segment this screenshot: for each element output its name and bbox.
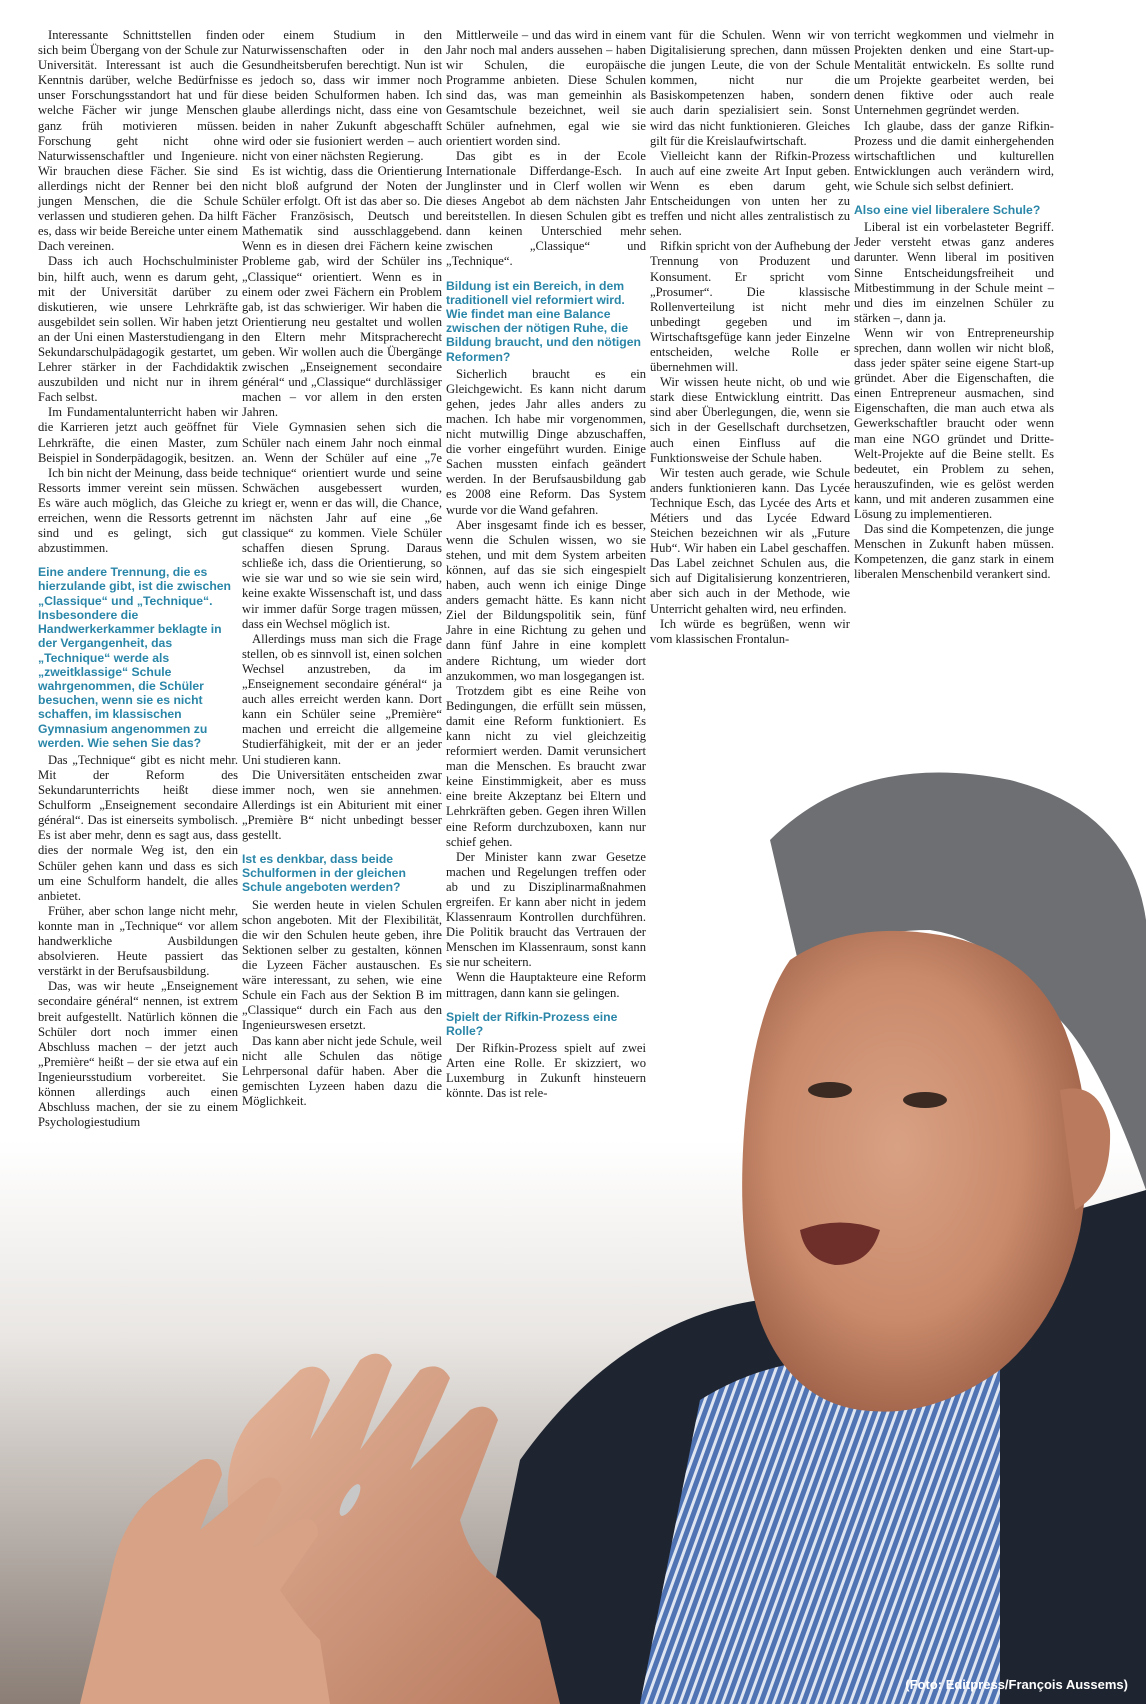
body-paragraph: Das „Technique“ gibt es nicht mehr. Mit der Reform des Sekundarunterrichts heißt diese Schulform „Enseignement secondaire général“. Das ist einerseits symbolisch. Es ist aber mehr, denn es sagt aus, dass dies der normale Weg ist, den ein Schüler gehen kann und dass es sich um eine Schulform handelt, die alles anbietet. [38, 752, 238, 903]
body-paragraph: Liberal ist ein vorbelasteter Begriff. Jeder versteht etwas ganz anderes darunter. Wenn liberal im positiven Sinne Entscheidungsfreiheit und Mitbestimmung in der Schule meint – und dies im einzelnen Schüler zu stärken –, dann ja. [854, 220, 1054, 325]
body-paragraph: oder einem Studium in den Naturwissenschaften oder in den Gesundheitsberufen berechtigt. Nun ist es jedoch so, dass wir immer noch diese beiden Schulformen haben. Ich glaube allerdings nicht, dass eine von beiden in naher Zukunft abgeschafft wird oder sie fusioniert werden – auch nicht von einer nächsten Regierung. [242, 28, 442, 163]
article-column-5 [854, 28, 1054, 582]
portrait-photo [0, 760, 1146, 1704]
body-paragraph: Viele Gymnasien sehen sich die Schüler nach einem Jahr noch einmal an. Wenn der Schüler auf eine „7e technique“ orientiert wurde und seine Schwächen ausgebessert wurden, kriegt er, wenn er das will, die Chance, im nächsten Jahr auf eine „6e classique“ zu kommen. Viele Schüler schaffen diesen Sprung. Daraus schließe ich, dass die Orientierung, so wie sie war und so wie sie sein wird, keine exakte Wissenschaft ist, und dass wir immer dafür Sorge tragen müssen, dass ein Wechsel möglich ist. [242, 420, 442, 631]
body-paragraph: Trotzdem gibt es eine Reihe von Bedingungen, die erfüllt sein müssen, damit eine Reform funktioniert. Es kann nicht zu viel gleichzeitig reformiert werden. Damit verunsichert man die Menschen. Es braucht zwar keine Einstimmigkeit, aber es muss eine breite Akzeptanz bei Eltern und Lehrkräften geben. Gegen ihren Willen eine Reform durchzuboxen, kann nur schief gehen. [446, 683, 646, 849]
body-paragraph: Aber insgesamt finde ich es besser, wenn die Schulen wissen, wo sie stehen, und mit dem System arbeiten können, auf das sie sich eingespielt haben, auch wenn ich einige Dinge anders gemacht hätte. Es kann nicht Ziel der Bildungspolitik sein, fünf Jahre in eine Richtung zu gehen und dann fünf Jahre in eine komplett andere Richtung, um wieder dort anzukommen, wo man losgegangen ist. [446, 517, 646, 683]
body-paragraph: Wir wissen heute nicht, ob und wie stark diese Entwicklung eintritt. Das sind aber Überlegungen, die, wenn sie sich in der Gesellschaft durchsetzen, auch einen Einfluss auf die Funktionsweise der Schule haben. [650, 375, 850, 465]
body-paragraph: Der Rifkin-Prozess spielt auf zwei Arten eine Rolle. Er skizziert, wo Luxemburg in Zukunft hinsteuern könnte. Das ist rele- [446, 1041, 646, 1101]
body-paragraph: vant für die Schulen. Wenn wir von Digitalisierung sprechen, dann müssen die jungen Leute, die von der Schule kommen, nicht nur die Basiskompetenzen haben, sondern auch darin spezialisiert sein. Sonst wird das nicht funktionieren. Gleiches gilt für die Kreislaufwirtschaft. [650, 28, 850, 148]
body-paragraph: Wenn die Hauptakteure eine Reform mittragen, dann kann sie gelingen. [446, 970, 646, 1000]
body-paragraph: Das kann aber nicht jede Schule, weil nicht alle Schulen das nötige Lehrpersonal dafür haben. Aber die gemischten Lyzeen haben dazu die Möglichkeit. [242, 1033, 442, 1108]
body-paragraph: Vielleicht kann der Rifkin-Prozess auch auf eine zweite Art Input geben. Wenn es eben darum geht, Entscheidungen von unten her zu treffen und nicht alles zentralistisch zu sehen. [650, 148, 850, 239]
interview-question: Spielt der Rifkin-Prozess eine Rolle? [446, 1009, 618, 1038]
left-eye [808, 1082, 852, 1098]
body-paragraph: Die Universitäten entscheiden zwar immer noch, wen sie annehmen. Allerdings ist ein Abiturient mit einer „Première B“ nicht unbedingt besser gestellt. [242, 767, 442, 842]
body-paragraph: Das, was wir heute „Enseignement secondaire général“ nennen, ist extrem breit aufgestellt. Natürlich können die Schüler dort noch immer einen Abschluss machen – der jetzt auch „Première“ heißt – der sie etwa auf ein Ingenieursstudium vorbereitet. Sie können allerdings auch einen Abschluss machen, der sie zu einem Psychologiestudium [38, 979, 238, 1130]
body-paragraph: Früher, aber schon lange nicht mehr, konnte man in „Technique“ vor allem handwerkliche Ausbildungen absolvieren. Heute passiert das verstärkt in der Berufsausbildung. [38, 903, 238, 979]
body-paragraph: Sicherlich braucht es ein Gleichgewicht. Es kann nicht darum gehen, jedes Jahr alles anders zu machen. Ich habe mir vorgenommen, nicht mutwillig Dinge abzuschaffen, die vorher eingeführt wurden. Einige Sachen mussten einfach geändert werden. In der Berufsausbildung gab es 2008 eine Reform. Das System wurde vor die Wand gefahren. [446, 366, 646, 517]
interview-question: Bildung ist ein Bereich, in dem traditionell viel reformiert wird. Wie findet man eine Balance zwischen der nötigen Ruhe, die Bildung braucht, und den nötigen Reformen? [446, 278, 641, 364]
body-paragraph: Ich bin nicht der Meinung, dass beide Ressorts immer vereint sein müssen. Es wäre auch möglich, das Gleiche zu erreichen, wenn die Ressorts getrennt sind und es gelingt, sich gut abzustimmen. [38, 465, 238, 556]
body-paragraph: Rifkin spricht von der Aufhebung der Trennung von Produzent und Konsument. Er spricht vom „Prosumer“. Die klassische Rollenverteilung ist nicht mehr unbedingt gegeben und im Wirtschaftsgefüge kann jeder Einzelne entscheiden, welche Rolle er übernehmen will. [650, 239, 850, 375]
body-paragraph: Der Minister kann zwar Gesetze machen und Regelungen treffen oder ab und zu Disziplinarmaßnahmen ergreifen. Er kann aber nicht in jedem Klassenraum Kontrollen durchführen. Die Politik braucht das Vertrauen der Menschen im Klassenraum, sonst kann sie nur scheitern. [446, 849, 646, 970]
body-paragraph: Allerdings muss man sich die Frage stellen, ob es sinnvoll ist, einen solchen Wechsel anzustreben, da im „Enseignement secondaire général“ ja auch alles erreicht werden kann. Dort kann ein Schüler seine „Première“ machen und erreicht die allgemeine Studierfähigkeit, mit der er an jeder Uni studieren kann. [242, 631, 442, 767]
body-paragraph: Im Fundamentalunterricht haben wir die Karrieren jetzt auch geöffnet für Lehrkräfte, die einen Master, zum Beispiel in Sonderpädagogik, besitzen. [38, 405, 238, 465]
interview-question: Eine andere Trennung, die es hierzulande gibt, ist die zwischen „Classique“ und „Technique“. Insbesondere die Handwerkerkammer beklagte in der Vergangenheit, das „Technique“ werde als „zweitklassige“ Schule wahrgenommen, die Schüler besuchen, wenn sie es nicht schaffen, im klassischen Gymnasium angenommen zu werden. Wie sehen Sie das? [38, 565, 232, 750]
body-paragraph: Es ist wichtig, dass die Orientierung nicht bloß aufgrund der Noten der Schüler erfolgt. Oft ist das aber so. Die Fächer Französisch, Deutsch und Mathematik sind ausschlaggebend. Wenn es in diesen drei Fächern keine Probleme gab, wird der Schüler ins „Classique“ orientiert. Wenn es in einem oder zwei Fächern ein Problem gab, ist das schwieriger. Wir haben die Orientierung neu gestaltet und wollen den Eltern mehr Mitspracherecht geben. Wir wollen auch die Übergänge zwischen „Enseignement secondaire général“ und „Classique“ durchlässiger machen – vor allem in den ersten Jahren. [242, 163, 442, 420]
right-eye [903, 1092, 947, 1108]
photo-credit: (Foto: Editpress/François Aussems) [905, 1677, 1128, 1692]
body-paragraph: Dass ich auch Hochschulminister bin, hilft auch, wenn es darum geht, mit der Universität darüber zu diskutieren, wie unsere Lehrkräfte ausgebildet sein sollen. Wir haben jetzt an der Uni einen Masterstudiengang in Sekundarschulpädagogik gestartet, um Lehrer stärker in der Fachdidaktik auszubilden und nicht nur in ihrem Fach selbst. [38, 254, 238, 405]
interview-question: Ist es denkbar, dass beide Schulformen in der gleichen Schule angeboten werden? [242, 852, 406, 895]
body-paragraph: Interessante Schnittstellen finden sich beim Übergang von der Schule zur Universität. Interessant ist auch die Kenntnis darüber, welche Bedürfnisse unser Forschungsstandort hat und für welche Fächer wir junge Menschen ganz früh motivieren müssen. Forschung geht nicht ohne Naturwissenschaftler und Ingenieure. Wir brauchen diese Fächer. Sie sind allerdings nicht der Renner bei den jungen Menschen, die die Schule verlassen und studieren gehen. Da hilft es, dass wir beide Bereiche unter einem Dach vereinen. [38, 28, 238, 254]
body-paragraph: Ich würde es begrüßen, wenn wir vom klassischen Frontalun- [650, 616, 850, 646]
body-paragraph: Ich glaube, dass der ganze Rifkin-Prozess und die damit einhergehenden wirtschaftlichen und kulturellen Entwicklungen auch verändern wird, wie Schule sich selbst definiert. [854, 118, 1054, 193]
body-paragraph: Das sind die Kompetenzen, die junge Menschen in Zukunft haben müssen. Kompetenzen, die ganz stark in einem liberalen Menschenbild verankert sind. [854, 522, 1054, 582]
body-paragraph: Wenn wir von Entrepreneurship sprechen, dann wollen wir nicht bloß, dass jeder später seine eigene Start-up gründet. Aber die Eigenschaften, die einen Entrepreneur ausmachen, sind Eigenschaften, die man auch etwa als Gewerkschaftler braucht oder wenn man eine NGO gründet und Dritte-Welt-Projekte auf die Beine stellt. Es bedeutet, ein Problem zu sehen, herauszufinden, wie es gelöst werden kann, und mit anderen zusammen eine Lösung zu implementieren. [854, 325, 1054, 522]
body-paragraph: Sie werden heute in vielen Schulen schon angeboten. Mit der Flexibilität, die wir den Schulen heute geben, ihre Sektionen selber zu gestalten, können die Lyzeen Fächer austauschen. Es wäre interessant, zu sehen, wie eine Schule ein Fach aus der Sektion B im „Classique“ durch ein Fach aus den Ingenieurswesen ersetzt. [242, 897, 442, 1033]
body-paragraph: Wir testen auch gerade, wie Schule anders funktionieren kann. Das Lycée Technique Esch, das Lycée des Arts et Métiers und das Lycée Edward Steichen bezeichnen wir als „Future Hub“. Wir haben ein Label geschaffen. Das Label zeichnet Schulen aus, die sich auf Digitalisierung konzentrieren, aber sich auch in der Methode, wie Unterricht gehalten wird, neu erfinden. [650, 465, 850, 616]
body-paragraph: Das gibt es in der Ecole Internationale Differdange-Esch. In Junglinster und in Clerf wollen wir dieses Angebot ab dem nächsten Jahr bereitstellen. In diesen Schulen gibt es dann keinen Unterschied mehr zwischen „Classique“ und „Technique“. [446, 148, 646, 269]
interview-question: Also eine viel liberalere Schule? [854, 203, 1041, 218]
body-paragraph: terricht wegkommen und vielmehr in Projekten denken und eine Start-up-Mentalität entwickeln. Es sollte rund um Projekte gearbeitet werden, bei denen fiktive oder auch reale Unternehmen gegründet werden. [854, 28, 1054, 118]
body-paragraph: Mittlerweile – und das wird in einem Jahr noch mal anders aussehen – haben wir Schulen, die europäische Programme anbieten. Diese Schulen sind das, was man gemeinhin als Gesamtschule bezeichnet, weil sie Schüler aufnehmen, egal wie sie orientiert worden sind. [446, 28, 646, 148]
article-column-4 [650, 28, 850, 647]
